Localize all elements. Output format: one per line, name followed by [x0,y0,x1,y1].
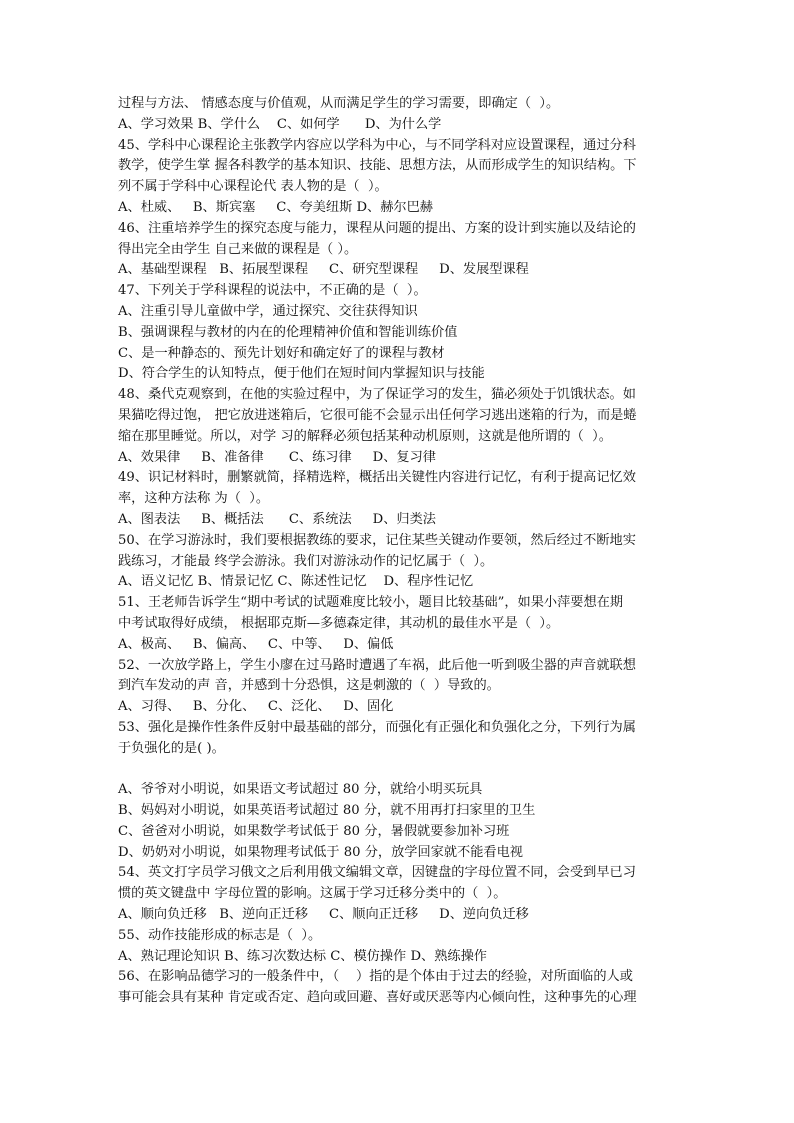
text-line: A、注重引导儿童做中学，通过探究、交往获得知识 [118,303,418,319]
text-line: A、基础型课程 B、拓展型课程 C、研究型课程 D、发展型课程 [118,262,529,278]
text-line: 率，这种方法称 为（ ）。 [118,491,270,507]
text-line: 教学，使学生掌 握各科教学的基本知识、技能、思想方法，从而形成学生的知识结构。下 [118,158,637,174]
text-line: 到汽车发动的声 音，并感到十分恐惧，这是刺激的（ ）导致的。 [118,678,500,694]
text-line: 51、王老师告诉学生“期中考试的试题难度比较小，题目比较基础”，如果小萍要想在期 [118,595,624,611]
text-line: 果猫吃得过饱， 把它放进迷箱后，它很可能不会显示出任何学习逃出迷箱的行为，而是蜷 [118,407,637,423]
text-line: B、妈妈对小明说，如果英语考试超过 80 分，就不用再打扫家里的卫生 [118,803,536,819]
text-line: D、奶奶对小明说，如果物理考试低于 80 分，放学回家就不能看电视 [118,844,523,860]
text-line: 践练习，才能最 终学会游泳。我们对游泳动作的记忆属于（ ）。 [118,553,494,569]
text-line: C、是一种静态的、预先计划好和确定好了的课程与教材 [118,345,445,361]
text-line: 54、英文打字员学习俄文之后利用俄文编辑文章，因键盘的字母位置不同，会受到早已习 [118,865,636,881]
text-line: 55、动作技能形成的标志是（ ）。 [118,927,322,943]
text-line: 中考试取得好成绩， 根据耶克斯—多德森定律，其动机的最佳水平是（ ）。 [118,615,560,631]
text-line: A、学习效果 B、学什么 C、如何学 D、为什么学 [118,116,442,132]
text-line: B、强调课程与教材的内在的伦理精神价值和智能训练价值 [118,324,458,340]
text-line: D、符合学生的认知特点，便于他们在短时间内掌握知识与技能 [118,366,485,382]
text-line: 45、学科中心课程论主张教学内容应以学科为中心，与不同学科对应设置课程，通过分科 [118,137,636,153]
text-line: A、效果律 B、准备律 C、练习律 D、复习律 [118,449,436,465]
text-line: 惯的英文键盘中 字母位置的影响。这属于学习迁移分类中的（ ）。 [118,886,507,902]
text-line: 50、在学习游泳时，我们要根据教练的要求，记住某些关键动作要领，然后经过不断地实 [118,532,636,548]
text-line: 48、桑代克观察到，在他的实验过程中，为了保证学习的发生，猫必须处于饥饿状态。如 [118,387,636,403]
text-line: A、极高、 B、偏高、 C、中等、 D、偏低 [118,636,394,652]
text-line: 过程与方法、 情感态度与价值观，从而满足学生的学习需要，即确定（ ）。 [118,96,560,111]
text-line: 于负强化的是( )。 [118,740,225,756]
text-line: A、习得、 B、分化、 C、泛化、 D、固化 [118,699,394,715]
text-line: A、杜威、 B、斯宾塞 C、夸美纽斯 D、赫尔巴赫 [118,199,433,215]
text-line: 53、强化是操作性条件反射中最基础的部分，而强化有正强化和负强化之分，下列行为属 [118,719,636,735]
text-line: A、爷爷对小明说，如果语文考试超过 80 分，就给小明买玩具 [118,782,483,798]
text-line: 56、在影响品德学习的一般条件中，（ ）指的是个体由于过去的经验，对所面临的人或 [118,969,633,985]
text-line: A、图表法 B、概括法 C、系统法 D、归类法 [118,511,436,527]
text-line [118,760,678,781]
text-line: 46、注重培养学生的探究态度与能力，课程从问题的提出、方案的设计到实施以及结论的 [118,220,636,236]
text-line: 缩在那里睡觉。所以，对学 习的解释必须包括某种动机原则，这就是他所谓的（ ）。 [118,428,612,444]
text-line: C、爸爸对小明说，如果数学考试低于 80 分，暑假就要参加补习班 [118,823,510,839]
text-line: 52、一次放学路上，学生小廖在过马路时遭遇了车祸，此后他一听到吸尘器的声音就联想 [118,657,636,673]
text-line: 得出完全由学生 自己来做的课程是（ ）。 [118,241,358,257]
text-line: 列不属于学科中心课程论代 表人物的是（ ）。 [118,179,388,195]
text-line: 49、识记材料时，删繁就简，择精选粹，概括出关键性内容进行记忆，有利于提高记忆效 [118,470,636,486]
text-line: A、顺向负迁移 B、逆向正迁移 C、顺向正迁移 D、逆向负迁移 [118,907,529,923]
text-line: A、熟记理论知识 B、练习次数达标 C、模仿操作 D、熟练操作 [118,948,487,964]
document-body [118,94,678,1009]
text-line: 事可能会具有某种 肯定或否定、趋向或回避、喜好或厌恶等内心倾向性，这种事先的心理 [118,990,637,1006]
text-line: A、语义记忆 B、情景记忆 C、陈述性记忆 D、程序性记忆 [118,574,474,590]
text-line: 47、下列关于学科课程的说法中，不正确的是（ ）。 [118,283,427,299]
